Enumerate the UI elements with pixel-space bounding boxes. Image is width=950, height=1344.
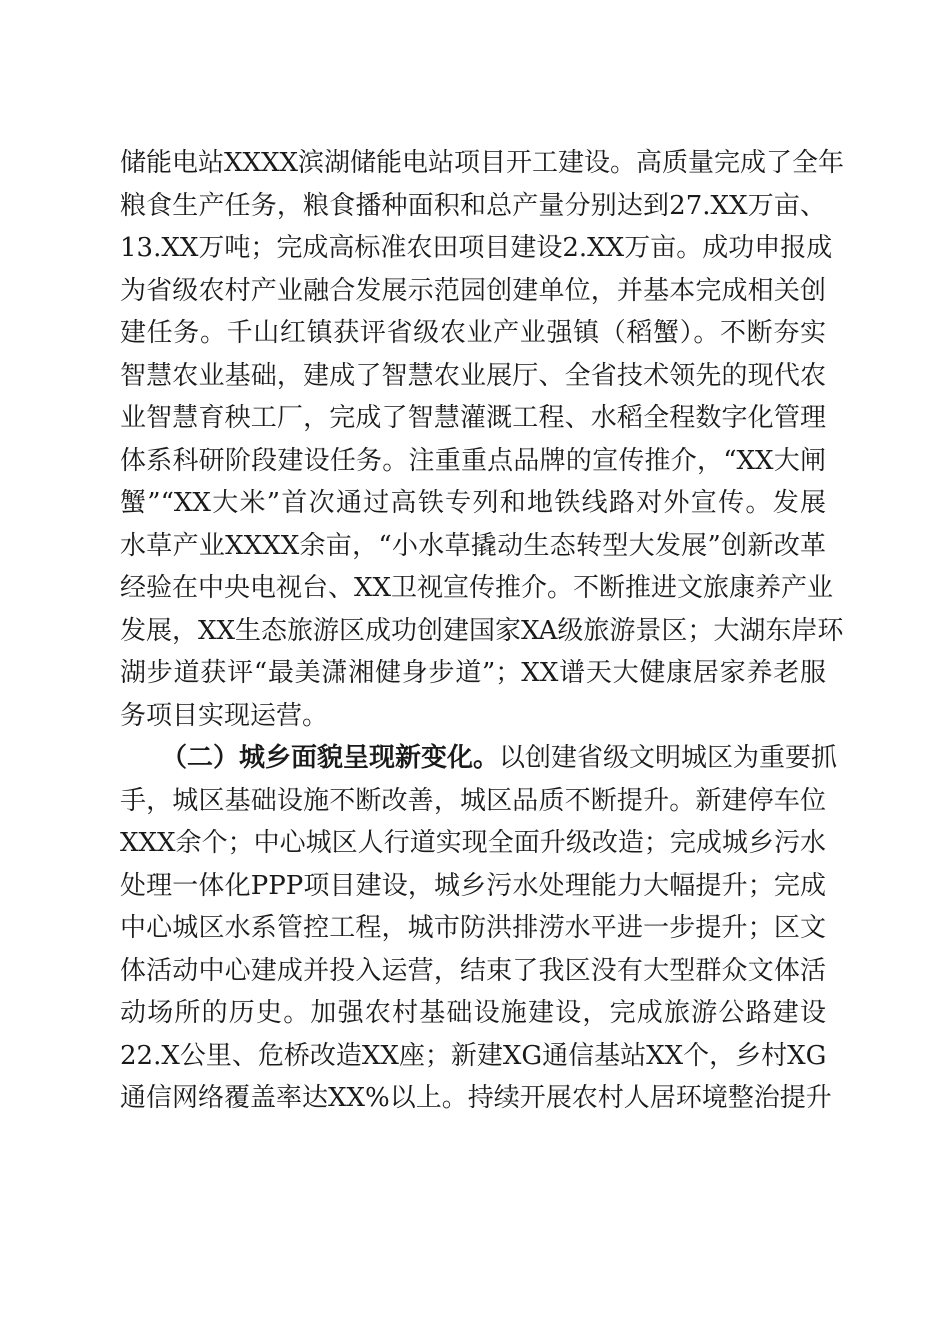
text-line: 蟹”“XX大米”首次通过高铁专列和地铁线路对外宣传。发展 [120,488,826,518]
section-first-line [120,737,838,780]
text-line: 智慧农业基础，建成了智慧农业展厅、全省技术领先的现代农 [120,360,826,391]
text-line: 体活动中心建成并投入运营，结束了我区没有大型群众文体活 [120,955,826,986]
text-line: 储能电站XXXX滨湖储能电站项目开工建设。高质量完成了全年 [120,148,845,178]
paragraph-urban-rural [120,737,838,1120]
text-line: 为省级农村产业融合发展示范园创建单位，并基本完成相关创 [120,275,826,306]
text-line: 经验在中央电视台、XX卫视宣传推介。不断推进文旅康养产业 [120,573,834,603]
text-line: 22.X公里、危桥改造XX座；新建XG通信基站XX个，乡村XG [120,1040,827,1071]
text-line: 务项目实现运营。 [120,700,329,731]
text-line: 通信网络覆盖率达XX%以上。持续开展农村人居环境整治提升 [120,1083,832,1113]
paragraph-agriculture [120,142,845,737]
text-line: 13.XX万吨；完成高标准农田项目建设2.XX万亩。成功申报成 [120,233,833,263]
section-first-line-text: 以创建省级文明城区为重要抓 [499,743,838,773]
text-line: 发展，XX生态旅游区成功创建国家XA级旅游景区；大湖东岸环 [120,615,844,646]
text-line: 体系科研阶段建设任务。注重重点品牌的宣传推介，“XX大闸 [120,445,826,476]
text-line: 水草产业XXXX余亩，“小水草撬动生态转型大发展”创新改革 [120,530,826,561]
text-line: XXX余个；中心城区人行道实现全面升级改造；完成城乡污水 [120,828,826,858]
text-line: 建任务。千山红镇获评省级农业产业强镇（稻蟹）。不断夯实 [120,318,826,348]
text-line: 动场所的历史。加强农村基础设施建设，完成旅游公路建设 [120,998,826,1028]
text-line: 中心城区水系管控工程，城市防洪排涝水平进一步提升；区文 [120,913,826,943]
text-line: 处理一体化PPP项目建设，城乡污水处理能力大幅提升；完成 [120,870,826,901]
text-line: 业智慧育秧工厂，完成了智慧灌溉工程、水稻全程数字化管理 [120,403,826,433]
text-line: 湖步道获评“最美潇湘健身步道”；XX谱天大健康居家养老服 [120,658,826,688]
text-line: 手，城区基础设施不断改善，城区品质不断提升。新建停车位 [120,785,826,816]
section-heading: （二）城乡面貌呈现新变化。 [161,743,500,773]
text-line: 粮食生产任务，粮食播种面积和总产量分别达到27.XX万亩、 [120,190,826,221]
